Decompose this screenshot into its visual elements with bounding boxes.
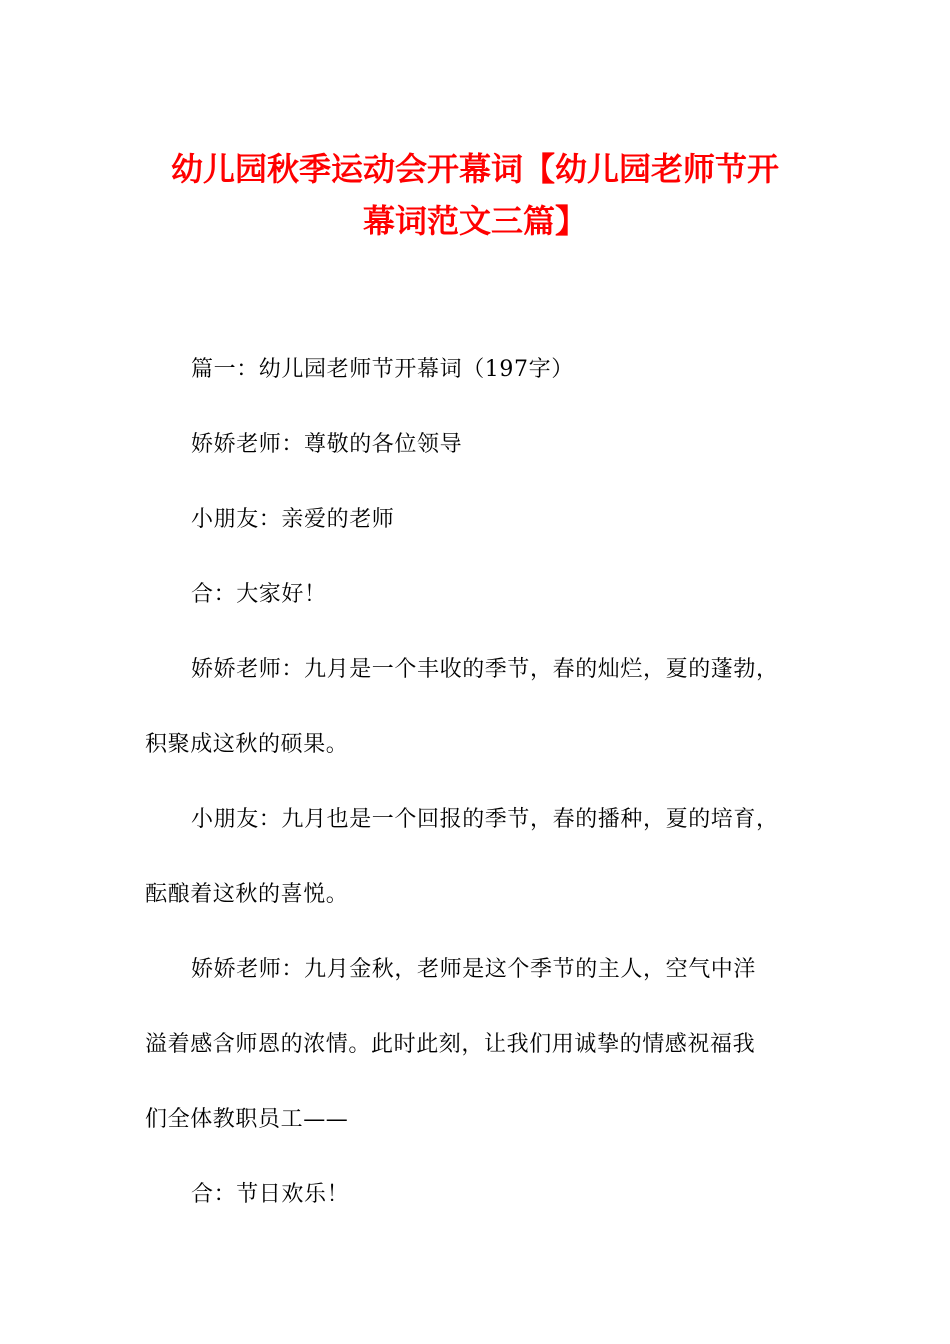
paragraph: 娇娇老师：尊敬的各位领导 <box>191 432 463 457</box>
title-line-2: 幕词范文三篇】 <box>362 202 587 240</box>
paragraph-continuation: 溢着感含师恩的浓情。此时此刻，让我们用诚挚的情感祝福我 <box>145 1032 756 1057</box>
section-heading: 篇一：幼儿园老师节开幕词（197字） <box>191 357 574 382</box>
paragraph: 娇娇老师：九月是一个丰收的季节，春的灿烂，夏的蓬勃， <box>191 657 779 682</box>
document-title <box>140 143 810 247</box>
paragraph-continuation: 酝酿着这秋的喜悦。 <box>145 882 349 907</box>
paragraph: 小朋友：九月也是一个回报的季节，春的播种，夏的培育， <box>191 807 779 832</box>
paragraph: 合：大家好！ <box>191 582 327 607</box>
paragraph-continuation: 积聚成这秋的硕果。 <box>145 732 349 757</box>
paragraph: 娇娇老师：九月金秋，老师是这个季节的主人，空气中洋 <box>191 957 757 982</box>
paragraph-continuation: 们全体教职员工—— <box>145 1107 349 1132</box>
document-body <box>145 332 810 1232</box>
paragraph: 小朋友：亲爱的老师 <box>191 507 395 532</box>
paragraph: 合：节日欢乐！ <box>191 1182 350 1207</box>
title-line-1: 幼儿园秋季运动会开幕词【幼儿园老师节开 <box>170 150 779 188</box>
